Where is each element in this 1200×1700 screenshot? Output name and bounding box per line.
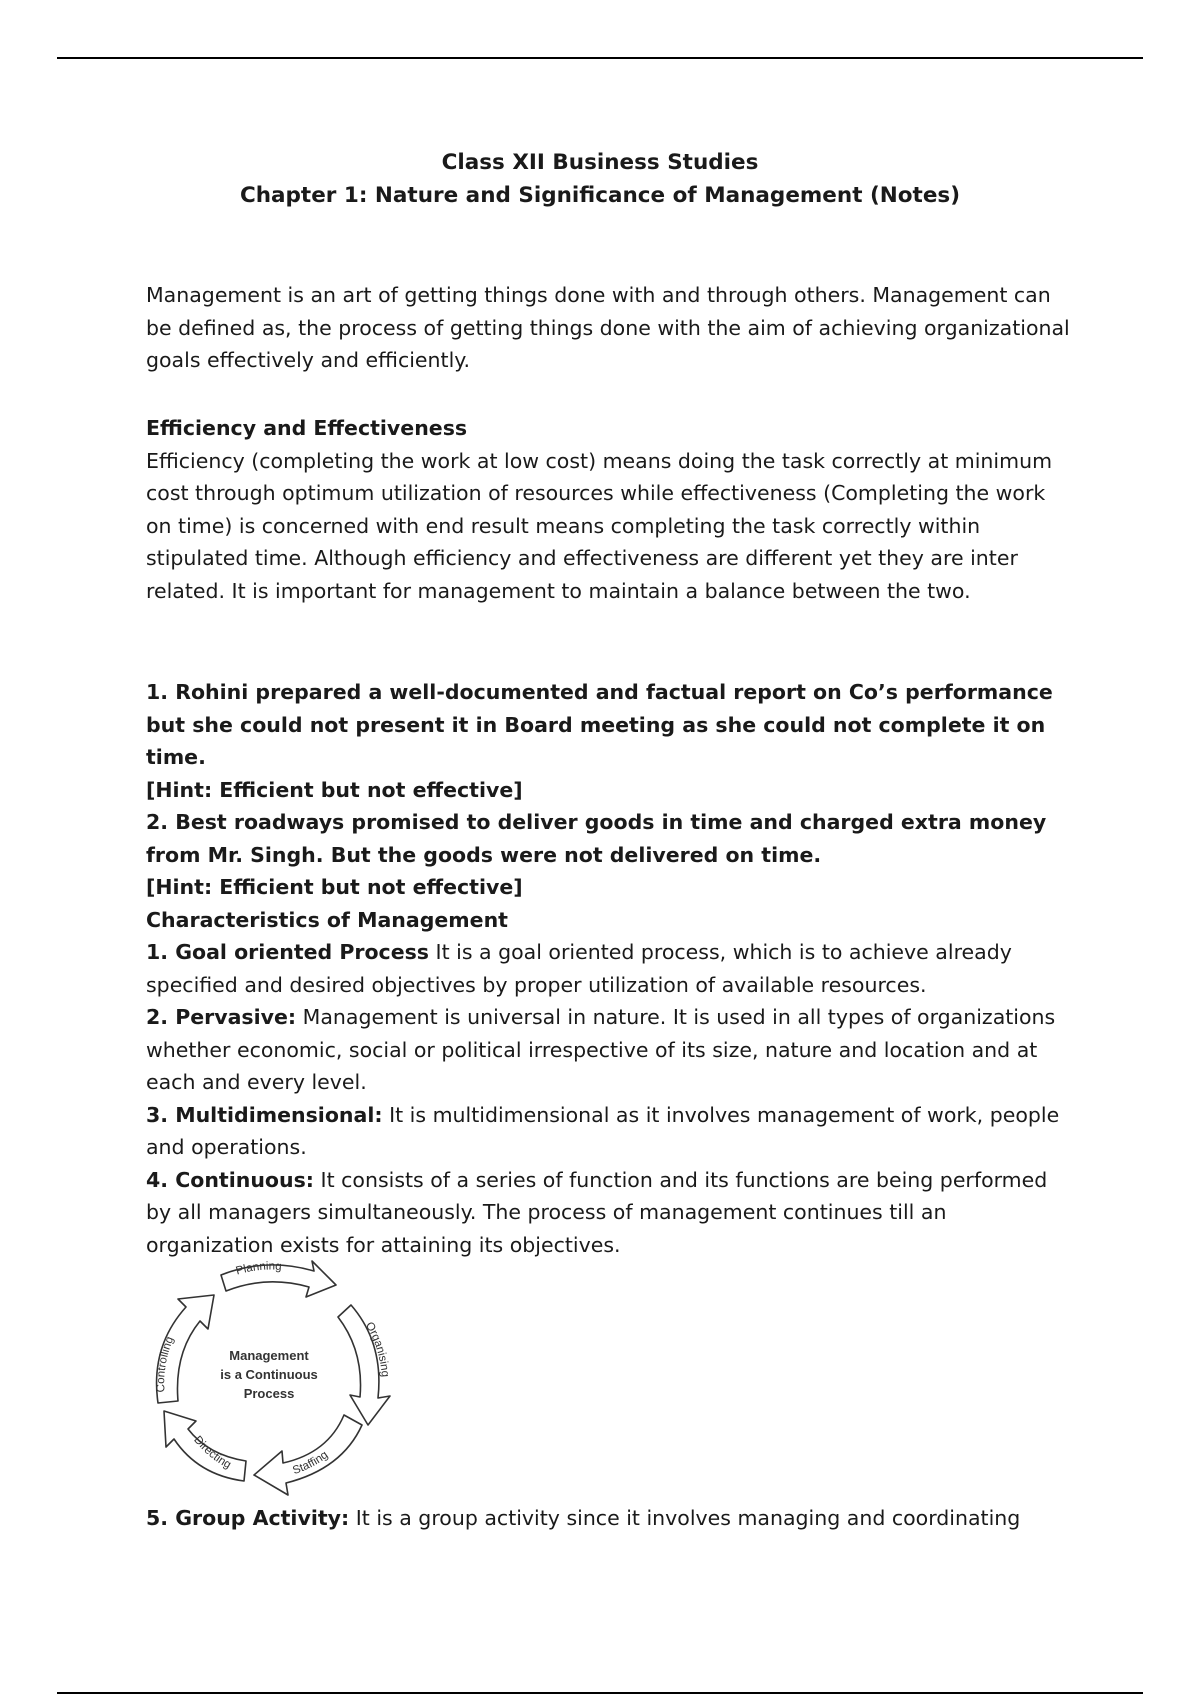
- diagram-center-line-3: Process: [243, 1386, 295, 1401]
- characteristic-item: [146, 1502, 1076, 1535]
- intro-paragraph: [146, 279, 1076, 377]
- top-rule: [57, 57, 1143, 59]
- characteristic-text: It consists of a series of function and its functions are being performed by all managers simultaneously. The process of management continues till an organization exists for attaining its objectives.: [146, 1167, 1048, 1257]
- case-questions: [146, 676, 1076, 1261]
- bottom-rule: [57, 1692, 1143, 1694]
- characteristic-label: 1. Goal oriented Process: [146, 940, 430, 964]
- diagram-label-directing: Directing: [191, 1433, 233, 1472]
- efficiency-section: [146, 412, 1076, 607]
- case-question-1: 1. Rohini prepared a well-documented and factual report on Co’s performance but she could not present it in Board meeting as she could not complete it on time.: [146, 680, 1053, 769]
- case-hint-2: [Hint: Efficient but not effective]: [146, 875, 523, 899]
- diagram-label-staffing: Staffing: [291, 1448, 331, 1478]
- characteristic-item: [146, 936, 1076, 1001]
- staffing-arrow: [254, 1415, 362, 1495]
- diagram-center-line-2: is a Continuous: [220, 1367, 318, 1382]
- management-cycle-diagram: [146, 1253, 408, 1498]
- characteristic-text: It is a group activity since it involves managing and coordinating: [349, 1506, 1021, 1530]
- characteristic-text: It is multidimensional as it involves management of work, people and operations.: [146, 1102, 1060, 1159]
- title-line-chapter: Chapter 1: Nature and Significance of Management (Notes): [239, 183, 961, 208]
- characteristic-label: 2. Pervasive:: [146, 1005, 297, 1029]
- diagram-label-planning: Planning: [234, 1260, 282, 1278]
- characteristic-item: [146, 1164, 1076, 1262]
- diagram-center-line-1: Management: [229, 1348, 309, 1363]
- characteristic-item: [146, 1001, 1076, 1099]
- title-line-class: Class XII Business Studies: [441, 150, 759, 175]
- characteristic-label: 5. Group Activity:: [146, 1506, 350, 1530]
- diagram-label-organising: Organising: [362, 1320, 391, 1378]
- characteristic-text: It is a goal oriented process, which is to achieve already specified and desired objectives by proper utilization of available resources.: [146, 940, 1012, 997]
- characteristics-heading: Characteristics of Management: [146, 907, 508, 932]
- case-question-2: 2. Best roadways promised to deliver goods in time and charged extra money from Mr. Singh. But the goods were not delivered on time.: [146, 810, 1047, 867]
- intro-text: Management is an art of getting things done with and through others. Management can be defined as, the process of getting things done with the aim of achieving organizational goals effectively and efficiently.: [146, 283, 1070, 372]
- characteristic-label: 4. Continuous:: [146, 1167, 315, 1192]
- page-title: [0, 146, 1200, 212]
- case-hint-1: [Hint: Efficient but not effective]: [146, 777, 523, 802]
- characteristic-label: 3. Multidimensional:: [146, 1102, 383, 1127]
- diagram-label-controlling: Controlling: [155, 1334, 177, 1393]
- efficiency-text: Efficiency (completing the work at low cost) means doing the task correctly at minimum cost through optimum utilization of resources while effectiveness (Completing the work on time) is concerned with end result means completing the task correctly within stipulated time. Although efficiency and effectiveness are different yet they are inter related. It is important for management to maintain a balance between the two.: [146, 448, 1053, 603]
- characteristic-text: Management is universal in nature. It is used in all types of organizations whether economic, social or political irrespective of its size, nature and location and at each and every level.: [146, 1005, 1056, 1094]
- characteristic-item: [146, 1099, 1076, 1164]
- efficiency-heading: Efficiency and Effectiveness: [146, 416, 468, 440]
- characteristic-item-5: [146, 1502, 1076, 1535]
